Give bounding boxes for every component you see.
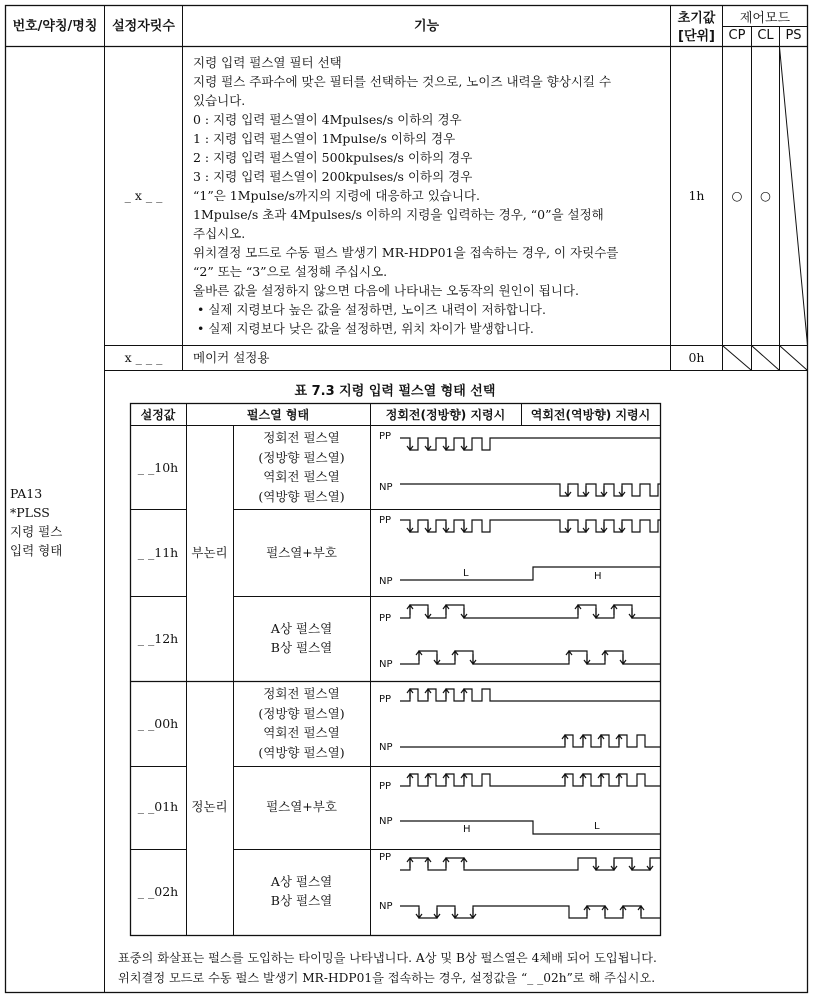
row2-function: 메이커 설정용 [193,350,270,365]
waveform-12h-pp [400,605,661,618]
col-rev-header: 역회전(역방향) 지령시 [530,408,651,422]
header-digit: 설정자릿수 [112,19,175,34]
label-pp: PP [379,781,392,792]
label-pp: PP [379,852,392,863]
col-fwd-header: 정회전(정방향) 지령시 [385,408,506,422]
form-line: (정방향 펄스열) [258,449,345,465]
form-line: (정방향 펄스열) [258,705,345,721]
label-pp: PP [379,431,392,442]
row2-digit: x _ _ _ [124,350,163,365]
form-line: (역방향 펄스열) [258,744,345,760]
label-pp: PP [379,694,392,705]
row1-mode-cp: ○ [731,188,743,203]
form-line: B상 펄스열 [270,893,333,908]
value-01h: _ _01h [137,799,179,814]
row2-initial: 0h [688,350,705,365]
form-12h [233,619,370,657]
form-line: 역회전 펄스열 [263,725,340,740]
row1-line: 주십시오. [193,226,246,241]
row1-line: 지령 펄스 주파수에 맞은 필터를 선택하는 것으로, 노이즈 내력을 향상시킬 수 [193,74,612,89]
value-10h: _ _10h [137,460,179,475]
notes [118,948,657,988]
row1-line: • 실제 지령보다 낮은 값을 설정하면, 위치 차이가 발생합니다. [197,321,534,336]
table-title: 표 7.3 지령 입력 펄스열 형태 선택 [294,384,496,399]
logic-negative: 부논리 [191,545,228,560]
level-high: H [463,824,471,835]
param-number: PA13 [10,486,43,501]
label-np: NP [379,659,393,670]
label-pp: PP [379,515,392,526]
note-line1: 표중의 화살표는 펄스를 도입하는 타이밍을 나타냅니다. A상 및 B상 펄스열은 4체배 되어 도입됩니다. [118,951,657,965]
row1-line: 0 : 지령 입력 펄스열이 4Mpulses/s 이하의 경우 [193,112,462,127]
param-name-line1: 지령 펄스 [10,524,63,539]
note-line2: 위치결정 모드로 수동 펄스 발생기 MR-HDP01을 접속하는 경우, 설정값을 “_ _02h”로 해 주십시오. [118,971,656,985]
arrows-10h-pp [407,440,467,450]
row1-line: “1”은 1Mpulse/s까지의 지령에 대응하고 있습니다. [193,188,480,203]
row1-line: 1Mpulse/s 초과 4Mpulses/s 이하의 지령을 입력하는 경우, “0”을 설정해 [193,207,604,222]
form-11h: 펄스열+부호 [266,545,337,560]
col-form-header: 펄스열 형태 [246,408,310,422]
form-line: 정회전 펄스열 [263,686,340,701]
param-abbr: *PLSS [10,505,50,520]
label-np: NP [379,576,393,587]
level-low: L [594,821,600,832]
value-02h: _ _02h [137,884,179,899]
header-number: 번호/약칭/명칭 [12,19,98,34]
waveform-01h-np [400,821,661,834]
waveform-11h-np [400,567,661,580]
form-02h [233,872,370,910]
row1-function [193,53,668,338]
logic-positive: 정논리 [191,799,228,814]
param-name-cell [10,484,104,560]
row1-line: 지령 입력 펄스열 필터 선택 [193,55,342,70]
value-12h: _ _12h [137,631,179,646]
header-mode-cl: CL [757,28,774,43]
label-np: NP [379,816,393,827]
row1-line: 1 : 지령 입력 펄스열이 1Mpulse/s 이하의 경우 [193,131,456,146]
row1-line: 3 : 지령 입력 펄스열이 200kpulses/s 이하의 경우 [193,169,473,184]
level-low: L [463,568,469,579]
row1-line: “2” 또는 “3”으로 설정해 주십시오. [193,264,388,279]
form-10h [233,428,370,506]
row1-line: 2 : 지령 입력 펄스열이 500kpulses/s 이하의 경우 [193,150,473,165]
value-00h: _ _00h [137,716,179,731]
param-name-line2: 입력 형태 [10,543,63,558]
row1-line: 위치결정 모드로 수동 펄스 발생기 MR-HDP01을 접속하는 경우, 이 자릿수를 [193,245,619,260]
form-line: 역회전 펄스열 [263,469,340,484]
value-11h: _ _11h [137,545,179,560]
form-line: (역방향 펄스열) [258,488,345,504]
waveform-00h-np [400,735,661,747]
row1-line: 올바른 값을 설정하지 않으면 다음에 나타내는 오동작의 원인이 됩니다. [193,283,579,298]
header-function: 기능 [413,19,440,34]
label-np: NP [379,742,393,753]
form-00h [233,684,370,762]
waveform-02h-pp [400,858,661,870]
label-np: NP [379,901,393,912]
row1-digit: _ x _ _ [124,188,163,203]
header-mode-ps: PS [785,28,802,43]
waveform-00h-pp [400,689,661,701]
header-mode: 제어모드 [739,11,791,26]
row1-line: 있습니다. [193,93,246,108]
label-pp: PP [379,613,392,624]
row1-line: • 실제 지령보다 높은 값을 설정하면, 노이즈 내력이 저하합니다. [197,302,546,317]
form-line: A상 펄스열 [270,621,333,636]
row1-mode-cl: ○ [760,188,771,203]
form-line: B상 펄스열 [270,640,333,655]
form-01h: 펄스열+부호 [266,799,337,814]
waveform-01h-pp [400,774,661,786]
row1-initial: 1h [688,188,705,203]
form-line: A상 펄스열 [270,874,333,889]
level-high: H [594,571,602,582]
col-value-header: 설정값 [140,408,176,422]
label-np: NP [379,482,393,493]
form-line: 정회전 펄스열 [263,430,340,445]
header-mode-cp: CP [728,28,746,43]
header-initial: 초기값 [677,11,716,26]
header-unit: [단위] [678,29,715,44]
waveform-10h-pp [400,438,661,450]
